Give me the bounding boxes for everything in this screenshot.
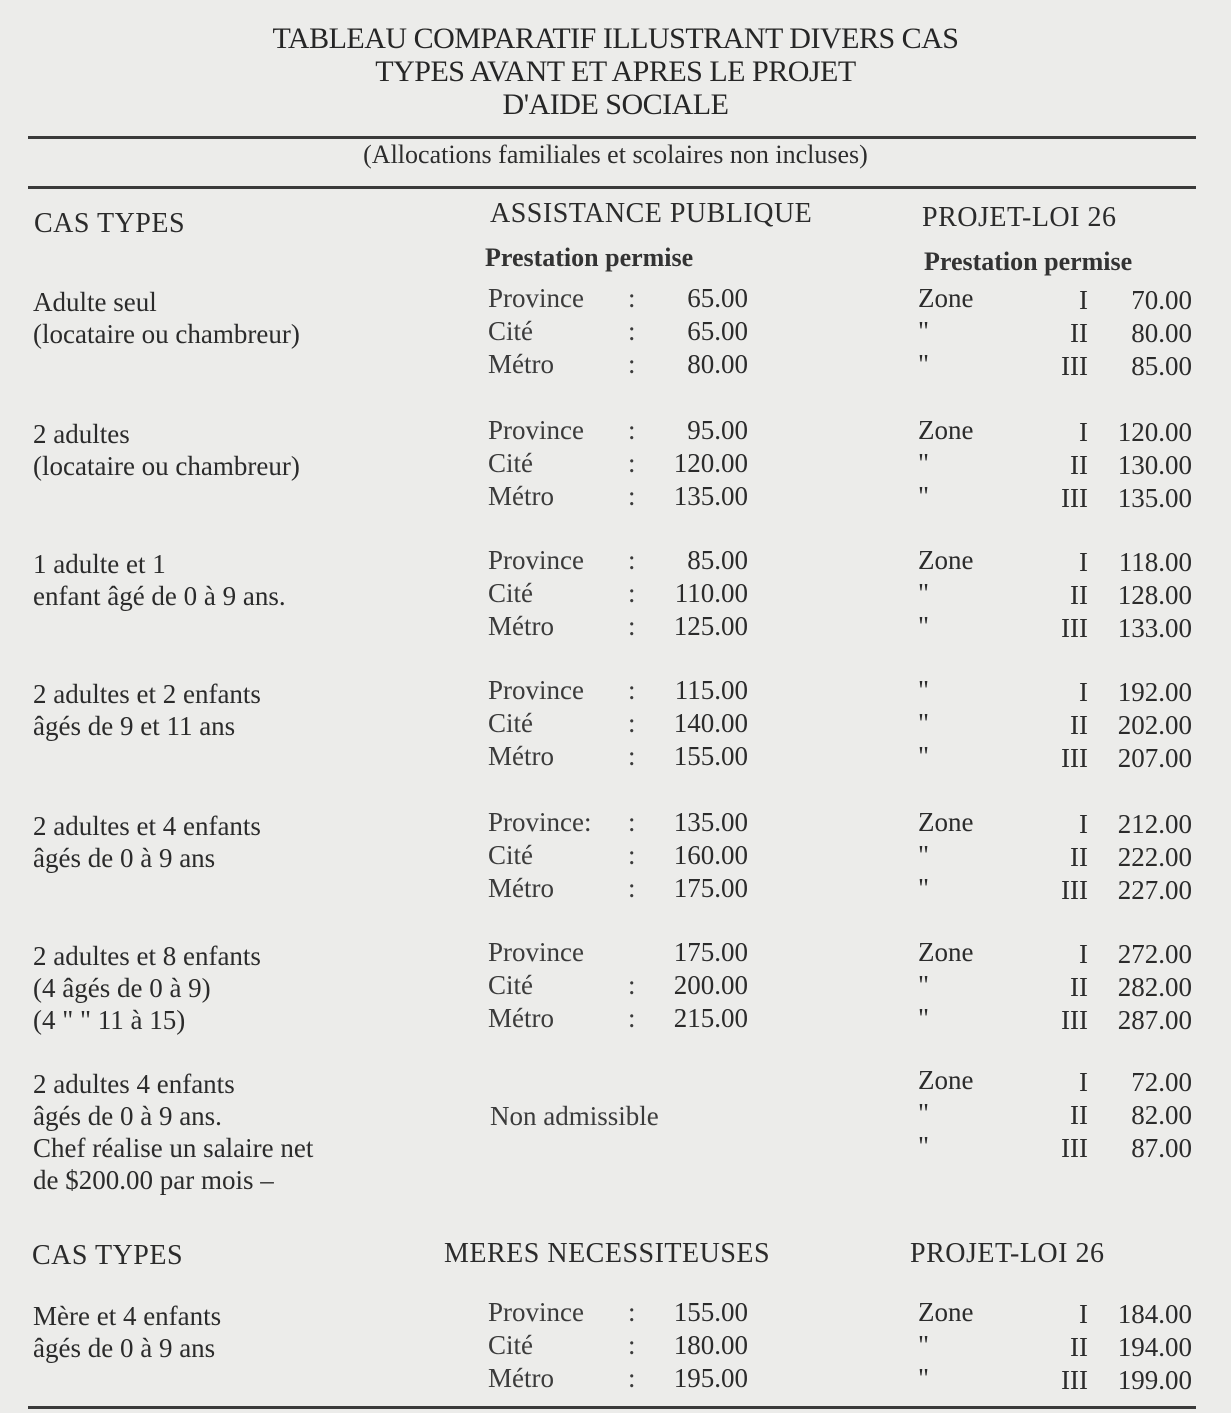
assistance-amount: 215.00 [673, 1003, 748, 1033]
case-description-line: 1 adulte et 1 [33, 549, 166, 579]
case-description-line: 2 adultes [33, 419, 130, 449]
projet-zone-number: III [1061, 875, 1088, 905]
header-assistance-publique: ASSISTANCE PUBLIQUE [490, 198, 813, 229]
projet-zone-number: I [1079, 677, 1088, 707]
projet-zone: " [918, 675, 930, 705]
assistance-place: Cité [488, 448, 533, 478]
section2-header-meres-necessiteuses: MERES NECESSITEUSES [444, 1238, 771, 1269]
projet-zone: " [918, 1330, 930, 1360]
projet-amount: 192.00 [1117, 677, 1192, 707]
projet-zone: " [918, 1131, 930, 1161]
assistance-separator: : [628, 283, 636, 313]
assistance-amount: 65.00 [687, 283, 748, 313]
assistance-place: Cité [488, 316, 533, 346]
projet-zone-number: III [1061, 743, 1088, 773]
header-prestation-assistance: Prestation permise [485, 243, 694, 272]
document-title [0, 22, 1231, 121]
title-line: TABLEAU COMPARATIF ILLUSTRANT DIVERS CAS [272, 22, 959, 55]
assistance-place: Cité [488, 578, 533, 608]
projet-zone-number: III [1061, 613, 1088, 643]
assistance-place: Métro [488, 1363, 554, 1393]
projet-zone: Zone [918, 1297, 974, 1327]
assistance-amount: 195.00 [673, 1363, 748, 1393]
projet-amount: 135.00 [1117, 483, 1192, 513]
assistance-separator: : [628, 578, 636, 608]
projet-amount: 70.00 [1131, 285, 1192, 315]
projet-zone-number: I [1079, 1299, 1088, 1329]
case-description-line: (4 " " 11 à 15) [33, 1005, 186, 1035]
assistance-separator: : [628, 1330, 636, 1360]
projet-zone: " [918, 970, 930, 1000]
case-description-line: (4 âgés de 0 à 9) [33, 973, 211, 1003]
projet-zone: Zone [918, 937, 974, 967]
projet-amount: 72.00 [1131, 1067, 1192, 1097]
projet-zone-number: III [1061, 1133, 1088, 1163]
projet-amount: 118.00 [1118, 547, 1192, 577]
case-description-line: Adulte seul [33, 287, 157, 317]
projet-amount: 222.00 [1117, 842, 1192, 872]
projet-zone-number: I [1079, 417, 1088, 447]
projet-zone: " [918, 1003, 930, 1033]
projet-zone: " [918, 1098, 930, 1128]
projet-amount: 194.00 [1117, 1332, 1192, 1362]
projet-zone: Zone [918, 545, 974, 575]
projet-zone-number: II [1070, 1332, 1088, 1362]
projet-zone-number: I [1079, 939, 1088, 969]
assistance-amount: 175.00 [673, 937, 748, 967]
projet-amount: 80.00 [1131, 318, 1192, 348]
projet-amount: 85.00 [1131, 351, 1192, 381]
assistance-place: Métro [488, 1003, 554, 1033]
projet-amount: 184.00 [1117, 1299, 1192, 1329]
projet-amount: 287.00 [1117, 1005, 1192, 1035]
case-description-line: âgés de 9 et 11 ans [33, 711, 236, 741]
projet-zone-number: II [1070, 1100, 1088, 1130]
projet-amount: 207.00 [1117, 743, 1192, 773]
header-prestation-projet: Prestation permise [924, 247, 1133, 276]
assistance-separator: : [628, 545, 636, 575]
assistance-amount: 95.00 [687, 415, 748, 445]
assistance-separator: : [628, 708, 636, 738]
assistance-place: Métro [488, 741, 554, 771]
projet-zone: Zone [918, 415, 974, 445]
assistance-place: Province [488, 937, 584, 967]
subtitle-note: (Allocations familiales et scolaires non incluses) [363, 140, 868, 169]
projet-amount: 128.00 [1117, 580, 1192, 610]
header-projet-loi: PROJET-LOI 26 [922, 202, 1117, 233]
assistance-amount: 155.00 [673, 1297, 748, 1327]
case-description-line: âgés de 0 à 9 ans [33, 1333, 216, 1363]
projet-zone-number: I [1079, 1067, 1088, 1097]
case-description-line: Mère et 4 enfants [33, 1301, 222, 1331]
assistance-separator: : [628, 675, 636, 705]
projet-zone: " [918, 611, 930, 641]
assistance-amount: 200.00 [673, 970, 748, 1000]
title-line: TYPES AVANT ET APRES LE PROJET [375, 55, 856, 88]
assistance-amount: 160.00 [673, 840, 748, 870]
projet-zone-number: I [1079, 809, 1088, 839]
projet-amount: 82.00 [1131, 1100, 1192, 1130]
assistance-separator: : [628, 1003, 636, 1033]
assistance-amount: 180.00 [673, 1330, 748, 1360]
projet-zone-number: II [1070, 318, 1088, 348]
section2-header-projet-loi: PROJET-LOI 26 [910, 1238, 1105, 1269]
projet-amount: 120.00 [1117, 417, 1192, 447]
case-description-line: âgés de 0 à 9 ans [33, 843, 216, 873]
projet-zone: " [918, 448, 930, 478]
projet-zone: " [918, 349, 930, 379]
assistance-amount: 115.00 [674, 675, 748, 705]
case-description-line: de $200.00 par mois – [33, 1165, 274, 1195]
assistance-amount: 125.00 [673, 611, 748, 641]
bottom-rule [28, 1406, 1196, 1409]
assistance-place: Cité [488, 840, 533, 870]
projet-zone: " [918, 481, 930, 511]
case-description-line: âgés de 0 à 9 ans. [33, 1101, 222, 1131]
assistance-separator: : [628, 415, 636, 445]
non-admissible-text: Non admissible [490, 1101, 659, 1131]
projet-zone: " [918, 741, 930, 771]
assistance-separator: : [628, 840, 636, 870]
section2-header-cas-types: CAS TYPES [32, 1240, 184, 1271]
assistance-separator: : [628, 481, 636, 511]
projet-zone-number: II [1070, 842, 1088, 872]
projet-amount: 282.00 [1117, 972, 1192, 1002]
projet-zone-number: III [1061, 351, 1088, 381]
case-description-line: 2 adultes et 4 enfants [33, 811, 261, 841]
projet-zone-number: I [1079, 547, 1088, 577]
header-rule [28, 186, 1196, 189]
assistance-amount: 135.00 [673, 481, 748, 511]
assistance-place: Métro [488, 349, 554, 379]
projet-zone-number: II [1070, 710, 1088, 740]
assistance-separator: : [628, 611, 636, 641]
projet-amount: 133.00 [1117, 613, 1192, 643]
assistance-place: Province: [488, 807, 592, 837]
case-description-line: enfant âgé de 0 à 9 ans. [33, 581, 286, 611]
assistance-place: Cité [488, 1330, 533, 1360]
projet-amount: 227.00 [1117, 875, 1192, 905]
assistance-place: Métro [488, 481, 554, 511]
assistance-place: Province [488, 1297, 584, 1327]
assistance-place: Cité [488, 708, 533, 738]
projet-amount: 87.00 [1131, 1133, 1192, 1163]
projet-zone-number: III [1061, 1365, 1088, 1395]
projet-zone: Zone [918, 283, 974, 313]
projet-zone-number: II [1070, 580, 1088, 610]
assistance-amount: 175.00 [673, 873, 748, 903]
projet-amount: 199.00 [1117, 1365, 1192, 1395]
case-description-line: 2 adultes et 8 enfants [33, 941, 261, 971]
case-description-line: 2 adultes et 2 enfants [33, 679, 261, 709]
header-cas-types: CAS TYPES [34, 208, 186, 239]
case-description-line: 2 adultes 4 enfants [33, 1069, 235, 1099]
projet-amount: 130.00 [1117, 450, 1192, 480]
title-line: D'AIDE SOCIALE [502, 88, 729, 121]
projet-zone: " [918, 578, 930, 608]
assistance-amount: 120.00 [673, 448, 748, 478]
assistance-separator: : [628, 448, 636, 478]
assistance-place: Métro [488, 611, 554, 641]
projet-zone-number: III [1061, 483, 1088, 513]
assistance-separator: : [628, 316, 636, 346]
projet-zone-number: II [1070, 450, 1088, 480]
projet-zone: " [918, 840, 930, 870]
projet-amount: 202.00 [1117, 710, 1192, 740]
projet-zone: " [918, 873, 930, 903]
assistance-amount: 85.00 [687, 545, 748, 575]
projet-zone: " [918, 708, 930, 738]
assistance-amount: 110.00 [674, 578, 748, 608]
top-rule [28, 136, 1196, 139]
assistance-amount: 135.00 [673, 807, 748, 837]
assistance-amount: 155.00 [673, 741, 748, 771]
projet-zone-number: I [1079, 285, 1088, 315]
assistance-amount: 140.00 [673, 708, 748, 738]
projet-amount: 212.00 [1117, 809, 1192, 839]
assistance-place: Cité [488, 970, 533, 1000]
assistance-separator: : [628, 807, 636, 837]
assistance-place: Province [488, 415, 584, 445]
projet-zone: " [918, 316, 930, 346]
assistance-place: Province [488, 675, 584, 705]
assistance-separator: : [628, 970, 636, 1000]
projet-amount: 272.00 [1117, 939, 1192, 969]
assistance-separator: : [628, 349, 636, 379]
assistance-separator: : [628, 1297, 636, 1327]
case-description-line: (locataire ou chambreur) [33, 319, 300, 349]
assistance-amount: 65.00 [687, 316, 748, 346]
projet-zone-number: III [1061, 1005, 1088, 1035]
assistance-separator: : [628, 741, 636, 771]
assistance-place: Province [488, 545, 584, 575]
case-description-line: Chef réalise un salaire net [33, 1133, 314, 1163]
assistance-place: Province [488, 283, 584, 313]
projet-zone: Zone [918, 807, 974, 837]
projet-zone-number: II [1070, 972, 1088, 1002]
assistance-separator: : [628, 1363, 636, 1393]
assistance-separator: : [628, 873, 636, 903]
projet-zone: Zone [918, 1065, 974, 1095]
assistance-amount: 80.00 [687, 349, 748, 379]
assistance-place: Métro [488, 873, 554, 903]
projet-zone: " [918, 1363, 930, 1393]
case-description-line: (locataire ou chambreur) [33, 451, 300, 481]
